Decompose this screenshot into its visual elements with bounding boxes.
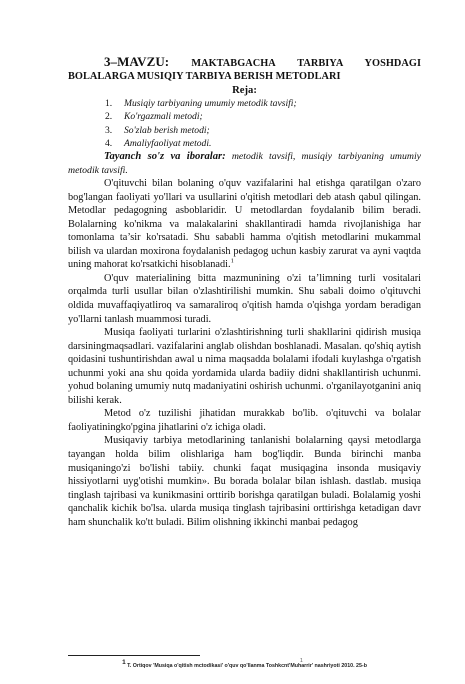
plan-item-text: Musiqiy tarbiyaning umumiy metodik tavsifi; xyxy=(124,98,297,110)
body-paragraph xyxy=(68,177,421,272)
keywords-paragraph xyxy=(68,150,421,177)
body-paragraph: Metod o'z tuzilishi jihatidan murakkab bo'lib. o'qituvchi va bolalar faoliyatiningko'pgina jihatlarini o'z ichiga oladi. xyxy=(68,408,421,433)
footnote-reference[interactable]: 1 xyxy=(230,257,234,265)
plan-item-text: So'zlab berish metodi; xyxy=(124,124,210,136)
plan-item xyxy=(68,110,421,123)
document-body xyxy=(68,56,421,529)
topic-heading-line1 xyxy=(68,56,421,71)
footnote-number: 1 xyxy=(122,659,126,667)
topic-label: 3–MAVZU: xyxy=(104,54,170,69)
topic-title-line2: BOLALARGA MUSIQIY TARBIYA BERISH METODLARI xyxy=(68,70,341,82)
paragraph-text: O'qituvchi bilan bolaning o'quv vazifalarini hal etishga qaratilgan o'zaro bog'langan faoliyati yo'llari va usullarini o'qitish metodlari deb atash qabul qilingan. Metodlar pedagogning asboblaridir. U metodlardan foydalanib bilim beradi. Bolalarning ko'nikma va malakalarini shakllantiradi hamda rivojlanishiga har tomonlama ta’sir ko'rsatadi. Shu sababli hamma o'qitish metodlarini mukammal bilish va ulardan moxirona foydalanish pedagog uchun kasbiy zarurat va ayni vaqtda uning mahorat ko'rsatkichi hisoblanadi. xyxy=(68,178,421,271)
plan-item xyxy=(68,124,421,137)
footnote xyxy=(68,659,421,669)
keywords-label: Tayanch so'z va iboralar: xyxy=(104,151,226,162)
footnote-divider xyxy=(68,655,200,656)
footnote-text: T. Ortiqov 'Musiqa o'qitish mctodikasi' o'quv qo'llanma Toshkcnt'Muharrir' nashriyoti 2010. 25-b xyxy=(127,663,367,669)
plan-item-text: Ko'rgazmali metodi; xyxy=(124,111,203,123)
plan-heading: Reja: xyxy=(232,85,257,97)
body-paragraph: Musiqa faoliyati turlarini o'zlashtirishning turli shakllarini qidirish musiqa darsiningmaqsadlari. vazifalarini anglab olishdan boshlanadi. Masalan. qo'shiq aytish qoidasini tushuntirishdan awal u nima maqsadda bolalami ifodali kuylashga o'rgatish uchunmi yoki ana shu qoida yordamida ularda badiiy didni shakllantirish uchunmi. yohud bolaning umumiy nutq madaniyatini oshirish uchunmi. o'rganilayotganini aniq bilishi kerak. xyxy=(68,327,421,406)
topic-heading xyxy=(68,56,421,83)
keywords-text: metodik tavsifi, musiqiy tarbiyaning umumiy metodik tavsifi. xyxy=(68,151,422,176)
plan-item xyxy=(68,137,421,150)
body-paragraph: O'quv materialining bitta mazmunining o'zi ta’limning turli vositalari orqalmda turli usullar bilan o'zlashtirilishi mumkin. Shu sabali doimo o'qituvchi oldida muvaffaqiyatliroq va samaraliroq o'qitish hamda o'qishga yordam beradigan yo'llarni tanlash muammosi turadi. xyxy=(68,272,421,325)
plan-item-number: 4. xyxy=(105,137,113,149)
plan-item-number: 3. xyxy=(105,124,113,136)
body-paragraph: Musiqaviy tarbiya metodlarining tanlanishi bolalarning qaysi metodlarga tayangan holda bilim olishlariga ham bog'liqdir. Bunda birinchi manba musiqaningo'zi bo'lishi tabiiy. chunki faqat musiqagina insonda musiqaviy hissiyotlarni uyg'otishi mumkin». Bu borada bolalar bilan ishlash. dastlab. musiqa tinglash tajribasi va kunikmasini orttirib borishga qaratilgan buladi. Bolalamig yoshi qanchalik kichik bo'lsa. ularda musiqa tinglash tajribasini orttirishga ketadigan davr ham shunchalik ko'tt buladi. Bilim olishning ikkinchi manbai pedagog xyxy=(68,435,421,528)
topic-title-line1: MAKTABGACHA TARBIYA YOSHDAGI xyxy=(191,58,422,69)
plan-list xyxy=(68,97,421,150)
plan-item-number: 2. xyxy=(105,111,113,123)
plan-item-number: 1. xyxy=(105,98,113,110)
page-mark: 1 xyxy=(300,658,303,664)
plan-item xyxy=(68,97,421,110)
plan-item-text: Amaliyfaoliyat metodi. xyxy=(124,137,212,149)
